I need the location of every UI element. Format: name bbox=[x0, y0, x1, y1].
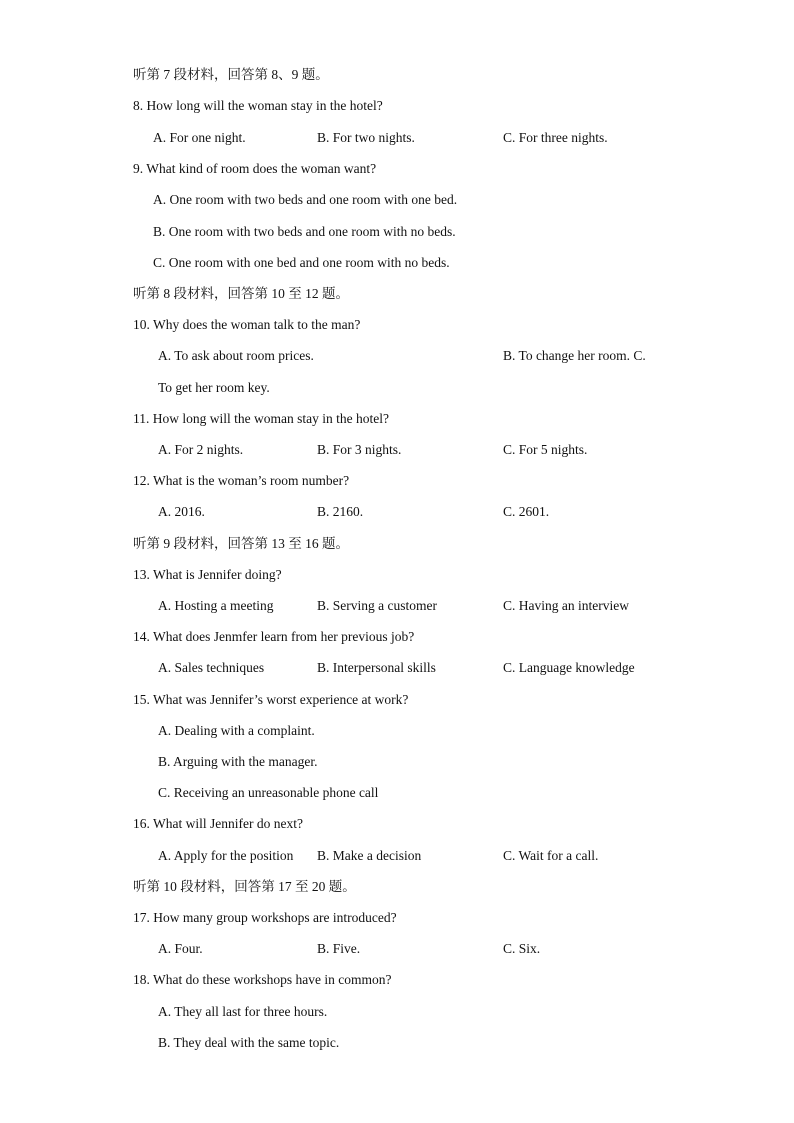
option-b: B. 2160. bbox=[317, 504, 364, 519]
option-a: A. One room with two beds and one room with one bed. bbox=[153, 192, 458, 207]
question-text: 13. What is Jennifer doing? bbox=[133, 567, 282, 582]
question-text: 14. What does Jenmfer learn from her previous job? bbox=[133, 629, 415, 644]
option-b: B. For two nights. bbox=[317, 130, 415, 145]
option-c: C. For 5 nights. bbox=[503, 442, 588, 457]
question-text: 18. What do these workshops have in common? bbox=[133, 972, 392, 987]
option-a: A. For one night. bbox=[153, 130, 246, 145]
option-a: A. Dealing with a complaint. bbox=[158, 723, 315, 738]
option-c: C. Six. bbox=[503, 941, 541, 956]
question-text: 8. How long will the woman stay in the hotel? bbox=[133, 98, 383, 113]
question-text: 11. How long will the woman stay in the hotel? bbox=[133, 411, 389, 426]
section-heading: 听第 10 段材料，回答第 17 至 20 题。 bbox=[133, 879, 356, 894]
option-c: C. Wait for a call. bbox=[503, 848, 599, 863]
option-b: B. Five. bbox=[317, 941, 361, 956]
option-a: A. Sales techniques bbox=[158, 660, 265, 675]
option-b: B. To change her room. C. bbox=[503, 348, 646, 363]
option-c: C. Language knowledge bbox=[503, 660, 635, 675]
option-c: C. Receiving an unreasonable phone call bbox=[158, 785, 379, 800]
option-c: To get her room key. bbox=[158, 380, 270, 395]
question-text: 15. What was Jennifer’s worst experience at work? bbox=[133, 692, 409, 707]
option-b: B. Make a decision bbox=[317, 848, 422, 863]
option-c: C. Having an interview bbox=[503, 598, 629, 613]
question-text: 10. Why does the woman talk to the man? bbox=[133, 317, 361, 332]
option-a: A. 2016. bbox=[158, 504, 205, 519]
option-b: B. Serving a customer bbox=[317, 598, 437, 613]
option-b: B. They deal with the same topic. bbox=[158, 1035, 340, 1050]
option-b: B. One room with two beds and one room with no beds. bbox=[153, 224, 456, 239]
option-a: A. They all last for three hours. bbox=[158, 1004, 328, 1019]
option-a: A. Hosting a meeting bbox=[158, 598, 274, 613]
question-text: 9. What kind of room does the woman want? bbox=[133, 161, 377, 176]
question-text: 17. How many group workshops are introduced? bbox=[133, 910, 397, 925]
option-a: A. Four. bbox=[158, 941, 203, 956]
option-b: B. For 3 nights. bbox=[317, 442, 402, 457]
option-b: B. Interpersonal skills bbox=[317, 660, 436, 675]
question-text: 12. What is the woman’s room number? bbox=[133, 473, 350, 488]
option-b: B. Arguing with the manager. bbox=[158, 754, 318, 769]
section-heading: 听第 9 段材料，回答第 13 至 16 题。 bbox=[133, 536, 349, 551]
option-a: A. To ask about room prices. bbox=[158, 348, 314, 363]
option-a: A. Apply for the position bbox=[158, 848, 294, 863]
option-c: C. 2601. bbox=[503, 504, 550, 519]
question-text: 16. What will Jennifer do next? bbox=[133, 816, 303, 831]
section-heading: 听第 7 段材料，回答第 8、9 题。 bbox=[133, 67, 329, 82]
option-c: C. One room with one bed and one room with no beds. bbox=[153, 255, 450, 270]
section-heading: 听第 8 段材料，回答第 10 至 12 题。 bbox=[133, 286, 349, 301]
option-c: C. For three nights. bbox=[503, 130, 608, 145]
option-a: A. For 2 nights. bbox=[158, 442, 244, 457]
